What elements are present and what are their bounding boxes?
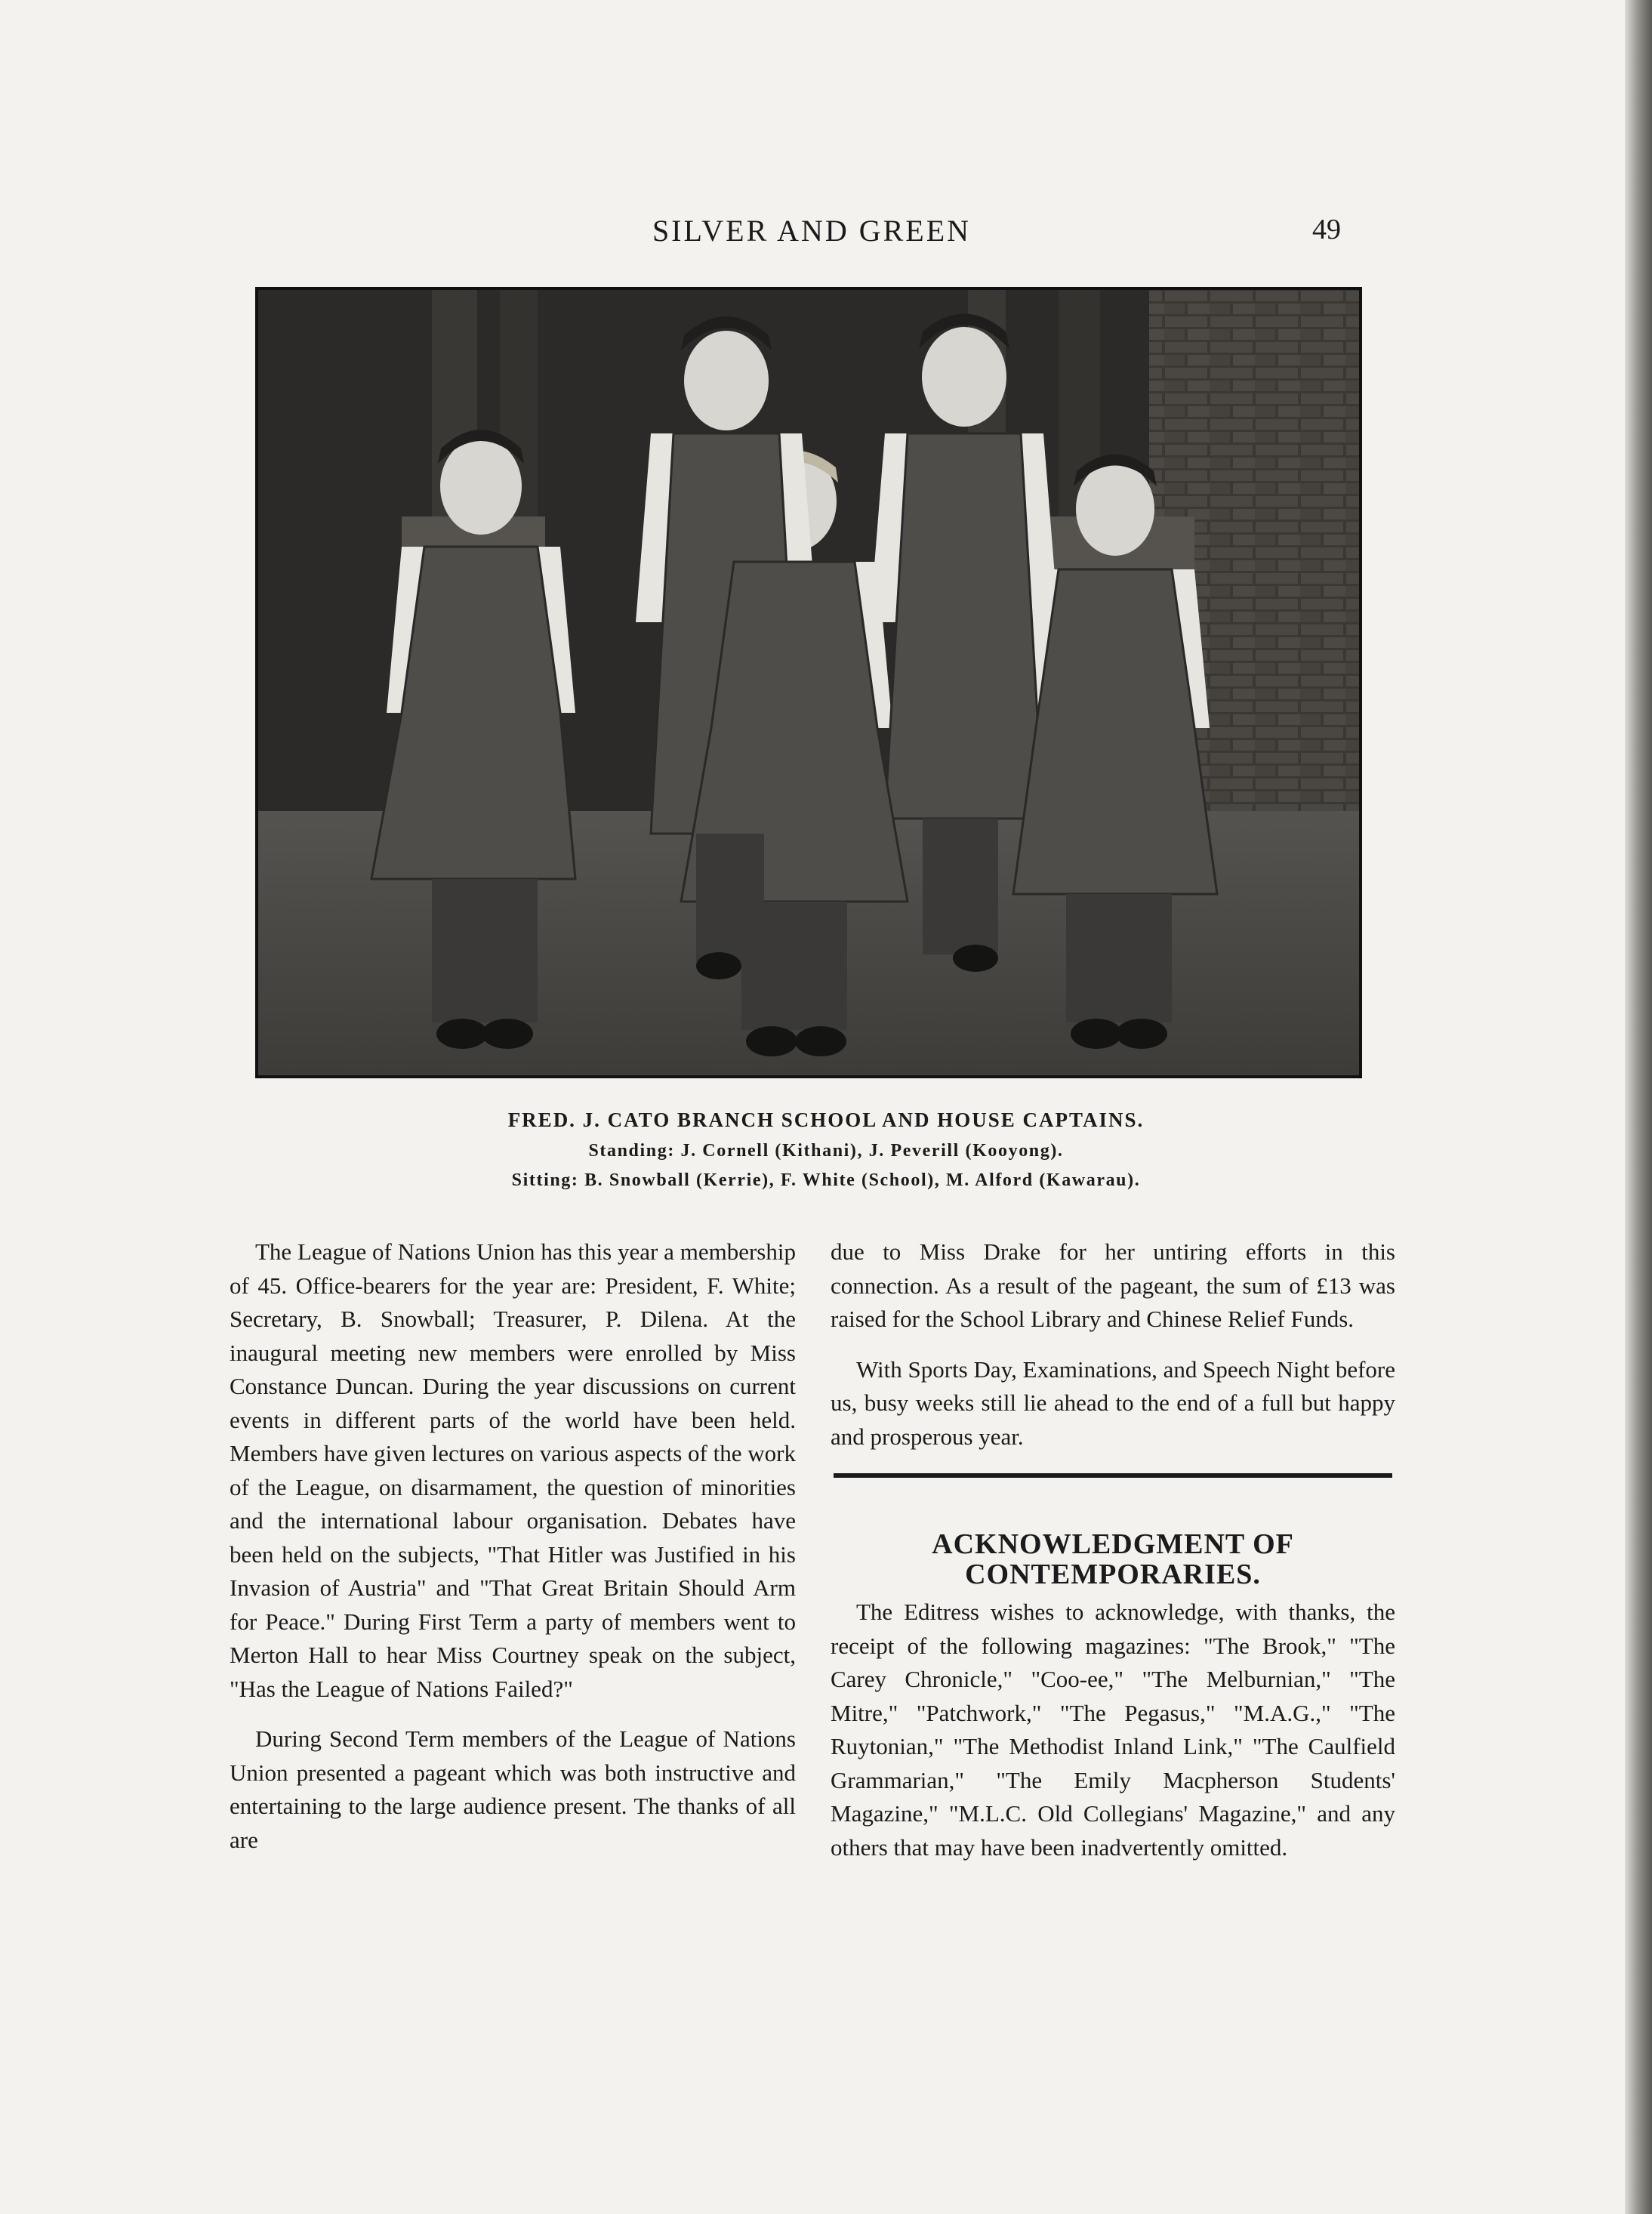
page-header	[0, 213, 1652, 258]
group-photo	[255, 287, 1362, 1078]
page-edge-shadow	[1625, 0, 1652, 2214]
league-paragraph-continued: due to Miss Drake for her untiring efforts in this connection. As a result of the pageant, the sum of £13 was raised for the School Library and Chinese Relief Funds.	[831, 1238, 1395, 1332]
right-column	[831, 1235, 1395, 1864]
closing-paragraph: With Sports Day, Examinations, and Speech Night before us, busy weeks still lie ahead to the end of a full but happy and prosperous year.	[831, 1355, 1395, 1450]
left-column	[230, 1235, 796, 1857]
caption-standing: Standing: J. Cornell (Kithani), J. Peverill (Kooyong).	[588, 1141, 1064, 1161]
page-number: 49	[1312, 214, 1341, 245]
running-title: SILVER AND GREEN	[652, 214, 972, 248]
caption-sitting: Sitting: B. Snowball (Kerrie), F. White (School), M. Alford (Kawarau).	[511, 1170, 1141, 1190]
group-photo-illustration	[258, 290, 1359, 1075]
section-divider	[834, 1473, 1392, 1478]
photo-caption	[0, 1109, 1652, 1191]
league-paragraph-2: During Second Term members of the League of Nations Union presented a pageant which was both instructive and entertaining to the large audience present. The thanks of all are	[230, 1725, 796, 1853]
league-paragraph-1: The League of Nations Union has this year a membership of 45. Office-bearers for the year are: President, F. White; Secretary, B. Snowball; Treasurer, P. Dilena. At the inaugural meeting new members were enrolled by Miss Constance Duncan. During the year discussions on current events in different parts of the world have been held. Members have given lectures on various aspects of the work of the League, on disarmament, the question of minorities and the international labour organisation. Debates have been held on the subjects, "That Hitler was Justified in his Invasion of Austria" and "That Great Britain Should Arm for Peace." During First Term a party of members went to Merton Hall to hear Miss Courtney speak on the subject, "Has the League of Nations Failed?"	[230, 1238, 796, 1702]
acknowledgment-heading	[831, 1529, 1395, 1590]
acknowledgment-body: The Editress wishes to acknowledge, with thanks, the receipt of the following magazines: "The Brook," "The Carey Chronicle," "Coo-ee," "The Melburnian," "The Mitre," "Patchwork," "The Pegasus," "M.A.G.," "The Ruytonian," "The Methodist Inland Link," "The Caulfield Grammarian," "The Emily Macpherson Students' Magazine," "M.L.C. Old Collegians' Magazine," and any others that may have been inadvertently omitted.	[831, 1599, 1395, 1861]
acknowledgment-heading-line-1: ACKNOWLEDGMENT OF	[932, 1528, 1294, 1560]
acknowledgment-heading-line-2: CONTEMPORARIES.	[965, 1559, 1261, 1590]
caption-title: FRED. J. CATO BRANCH SCHOOL AND HOUSE CAPTAINS.	[507, 1109, 1145, 1131]
